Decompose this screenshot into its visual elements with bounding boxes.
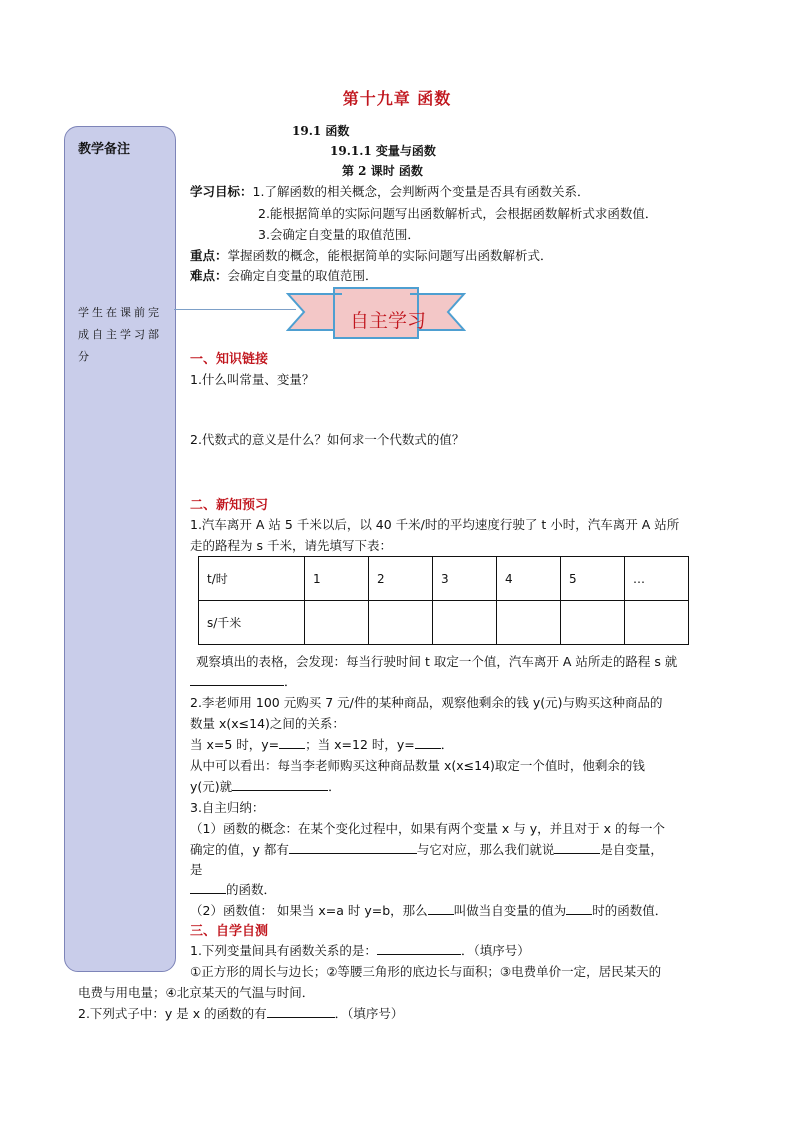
problem-2-text: 从中可以看出：每当李老师购买这种商品数量 x(x≤14)取定一个值时，他剩余的钱 [190, 758, 645, 773]
table-cell: 2 [369, 557, 433, 601]
answer-blank[interactable] [190, 881, 226, 894]
table-cell: 1 [305, 557, 369, 601]
difficult-point-text: 会确定自变量的取值范围． [227, 268, 378, 283]
self-test-options: ①正方形的周长与边长；②等腰三角形的底边长与面积；③电费单价一定，居民某天的 [190, 964, 662, 979]
table-cell[interactable] [305, 601, 369, 645]
sidebar-title: 教学备注 [78, 142, 131, 157]
table-cell: … [625, 557, 689, 601]
key-point [190, 246, 553, 264]
problem-2-end: y(元)就 ． [190, 779, 341, 794]
question-1: 1.什么叫常量、变量？ [190, 372, 315, 387]
table-cell: 5 [561, 557, 625, 601]
answer-blank[interactable] [377, 942, 461, 955]
self-test-question-1: 1.下列变量间具有函数关系的是： ．（填序号） [190, 943, 530, 958]
problem-2-text: 2.李老师用 100 元购买 7 元/件的某种商品，观察他剩余的钱 y(元)与购买这种商品的 [190, 695, 663, 710]
function-definition: 的函数． [190, 880, 276, 898]
section-heading: 19.1 函数 [292, 124, 350, 138]
key-point-label: 重点： [190, 248, 228, 263]
function-definition: 是 [190, 862, 203, 877]
self-test-question-2: 2.下列式子中：y 是 x 的函数的有 ．（填序号） [78, 1006, 404, 1021]
difficult-point [190, 266, 378, 284]
key-point-text: 掌握函数的概念，能根据简单的实际问题写出函数解析式． [227, 248, 553, 263]
table-cell: 3 [433, 557, 497, 601]
objective-item: 2.能根据简单的实际问题写出函数解析式，会根据函数解析式求函数值． [258, 206, 658, 221]
chapter-title: 第十九章 函数 [342, 89, 452, 108]
answer-blank[interactable] [279, 736, 305, 749]
table-cell[interactable] [369, 601, 433, 645]
table-row [199, 557, 689, 601]
table-cell[interactable] [625, 601, 689, 645]
function-value-definition: （2）函数值： 如果当 x=a 时 y=b，那么 叫做当自变量的值为 时的函数值． [190, 903, 668, 918]
sidebar-note: 学生在课前完成自主学习部分 [78, 306, 162, 363]
summary-title: 3.自主归纳： [190, 800, 265, 815]
objectives-label: 学习目标： [190, 184, 253, 199]
function-definition: 确定的值，y 都有 与它对应，那么我们就说 是自变量， [190, 842, 663, 857]
answer-blank[interactable] [289, 841, 417, 854]
problem-1-text: 1.汽车离开 A 站 5 千米以后，以 40 千米/时的平均速度行驶了 t 小时，汽车离开 A 站所 [190, 517, 680, 532]
table-cell: s/千米 [199, 601, 305, 645]
answer-blank[interactable] [190, 673, 284, 686]
table-cell[interactable] [433, 601, 497, 645]
subsection-heading: 19.1.1 变量与函数 [330, 144, 436, 158]
objective-item: 3.会确定自变量的取值范围． [258, 227, 420, 242]
part1-heading: 一、知识链接 [190, 352, 269, 367]
part2-heading: 二、新知预习 [190, 498, 269, 513]
answer-blank[interactable] [428, 902, 454, 915]
table-row [199, 601, 689, 645]
answer-blank[interactable] [566, 902, 592, 915]
observation-text: 观察填出的表格，会发现：每当行驶时间 t 取定一个值，汽车离开 A 站所走的路程 s 就 [196, 654, 678, 669]
problem-2-blanks: 当 x=5 时，y= ；当 x=12 时，y= ． [190, 737, 454, 752]
distance-time-table [198, 556, 689, 645]
table-cell[interactable] [561, 601, 625, 645]
answer-blank[interactable] [267, 1005, 335, 1018]
table-cell[interactable] [497, 601, 561, 645]
teaching-notes-sidebar [64, 126, 176, 972]
part3-heading: 三、自学自测 [190, 924, 269, 939]
function-definition: （1）函数的概念：在某个变化过程中，如果有两个变量 x 与 y，并且对于 x 的每一个 [190, 821, 666, 836]
objectives-line-1 [190, 182, 589, 200]
answer-blank[interactable] [415, 736, 441, 749]
self-test-options: 电费与用电量；④北京某天的气温与时间． [78, 985, 315, 1000]
connector-line [174, 309, 296, 310]
problem-1-text: 走的路程为 s 千米，请先填写下表： [190, 538, 392, 553]
answer-blank[interactable] [554, 841, 600, 854]
table-cell: 4 [497, 557, 561, 601]
difficult-point-label: 难点： [190, 268, 228, 283]
question-2: 2.代数式的意义是什么？如何求一个代数式的值？ [190, 432, 465, 447]
problem-2-text: 数量 x(x≤14)之间的关系： [190, 716, 345, 731]
answer-blank[interactable] [232, 778, 328, 791]
lesson-heading: 第 2 课时 函数 [342, 164, 423, 178]
objective-item: 1.了解函数的相关概念，会判断两个变量是否具有函数关系． [252, 184, 590, 199]
observation-end: ． [190, 672, 297, 690]
table-cell: t/时 [199, 557, 305, 601]
banner-label: 自主学习 [349, 310, 426, 332]
